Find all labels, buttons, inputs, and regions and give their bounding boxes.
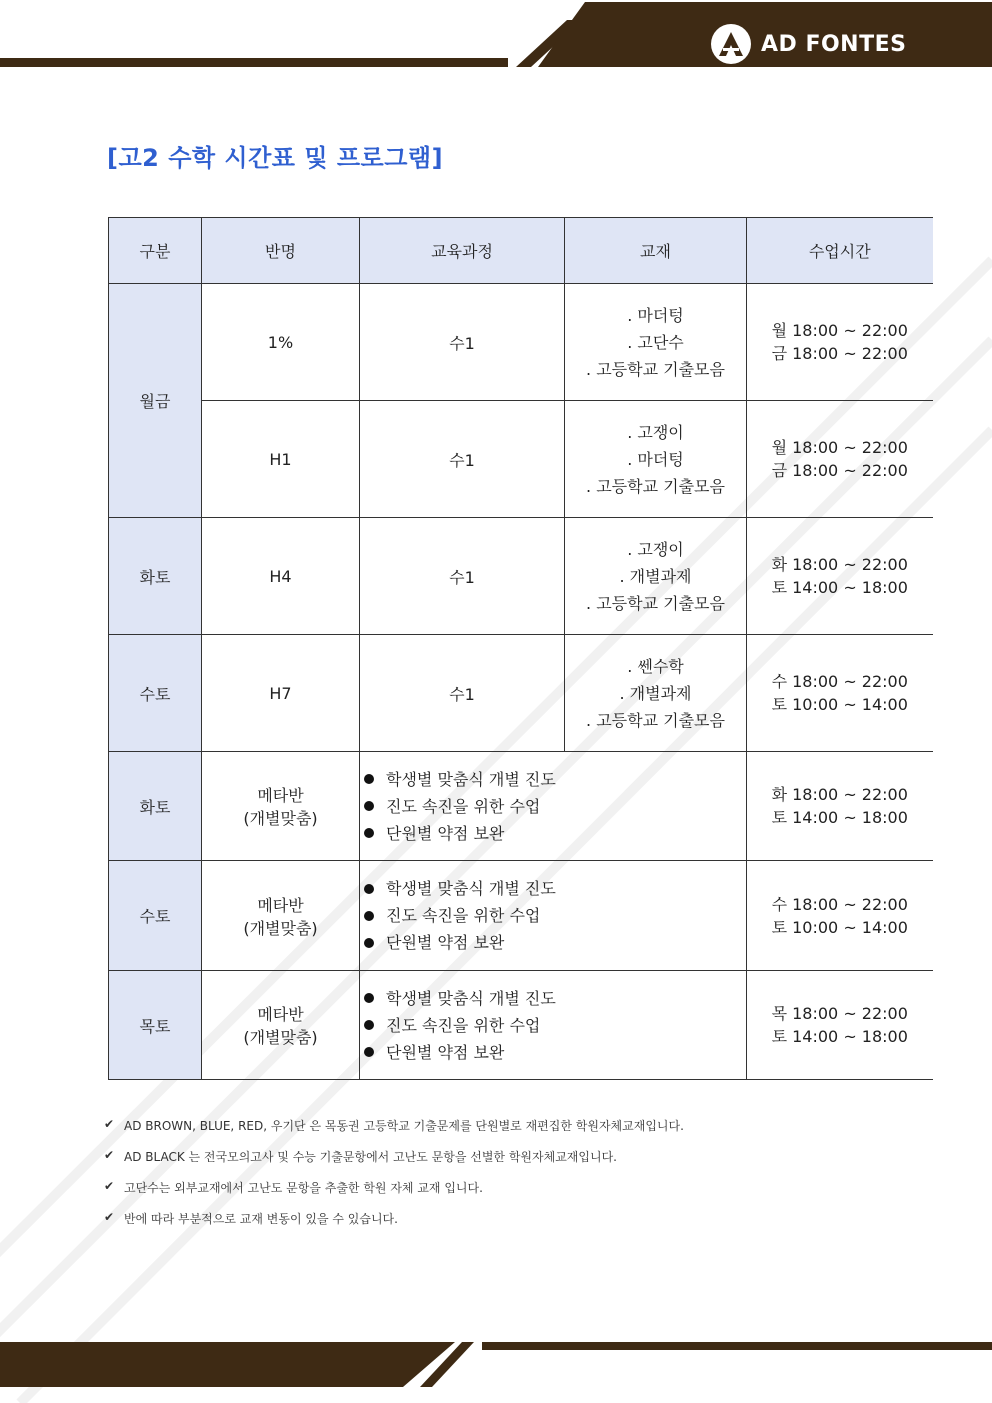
bullet-text: 학생별 맞춤식 개별 진도 bbox=[386, 988, 556, 1008]
textbook-item: . 쎈수학 bbox=[627, 656, 684, 676]
footer-bar bbox=[0, 1330, 992, 1403]
list-item bbox=[360, 1039, 746, 1066]
bullet-dot-icon bbox=[364, 911, 374, 921]
course-cell: 수1 bbox=[360, 401, 565, 518]
time-cell bbox=[747, 971, 933, 1080]
brand-name: AD FONTES bbox=[761, 31, 907, 57]
list-item bbox=[104, 1179, 684, 1210]
time-cell bbox=[747, 635, 933, 752]
list-item bbox=[360, 820, 746, 847]
list-item bbox=[360, 793, 746, 820]
class-name-line: 메타반 bbox=[257, 1005, 304, 1024]
checkmark-icon: ✔ bbox=[104, 1210, 115, 1224]
bullet-text: 학생별 맞춤식 개별 진도 bbox=[386, 769, 556, 789]
bullet-text: 단원별 약점 보완 bbox=[386, 1042, 505, 1062]
bullet-dot-icon bbox=[364, 1047, 374, 1057]
bullet-dot-icon bbox=[364, 884, 374, 894]
program-cell bbox=[360, 971, 747, 1080]
class-cell: H1 bbox=[202, 401, 360, 518]
note-text: 고단수는 외부교재에서 고난도 문항을 추출한 학원 자체 교재 입니다. bbox=[124, 1181, 483, 1195]
bullet-text: 단원별 약점 보완 bbox=[386, 933, 505, 952]
list-item bbox=[104, 1210, 684, 1241]
textbook-cell bbox=[565, 284, 747, 401]
bullet-text: 진도 속진을 위한 수업 bbox=[386, 906, 541, 925]
bullet-text: 진도 속진을 위한 수업 bbox=[386, 796, 541, 816]
textbook-item: . 고등학교 기출모음 bbox=[586, 476, 725, 496]
time-line: 목 18:00 ~ 22:00 bbox=[771, 1004, 908, 1023]
note-text: AD BROWN, BLUE, RED, 우기단 은 목동권 고등학교 기출문제를 단원별로 재편집한 학원자체교재입니다. bbox=[124, 1119, 684, 1133]
group-cell: 월금 bbox=[109, 284, 202, 518]
table-row bbox=[109, 401, 933, 518]
time-line: 금 18:00 ~ 22:00 bbox=[771, 461, 908, 480]
textbook-item: . 고등학교 기출모음 bbox=[586, 710, 725, 730]
textbook-item: . 개별과제 bbox=[619, 683, 692, 703]
textbook-item: . 고단수 bbox=[627, 332, 684, 352]
time-line: 월 18:00 ~ 22:00 bbox=[771, 321, 908, 340]
time-cell bbox=[747, 861, 933, 971]
group-cell: 수토 bbox=[109, 861, 202, 971]
class-cell: H7 bbox=[202, 635, 360, 752]
textbook-item: . 마더텅 bbox=[627, 305, 684, 325]
course-cell: 수1 bbox=[360, 518, 565, 635]
class-name-line: (개별맞춤) bbox=[243, 809, 318, 828]
time-line: 화 18:00 ~ 22:00 bbox=[771, 555, 908, 574]
textbook-cell bbox=[565, 635, 747, 752]
bullet-dot-icon bbox=[364, 828, 374, 838]
time-line: 화 18:00 ~ 22:00 bbox=[771, 785, 908, 804]
list-item bbox=[360, 875, 746, 902]
list-item bbox=[360, 929, 746, 956]
time-cell bbox=[747, 518, 933, 635]
textbook-cell bbox=[565, 401, 747, 518]
program-cell bbox=[360, 861, 747, 971]
list-item bbox=[104, 1117, 684, 1148]
bullet-dot-icon bbox=[364, 774, 374, 784]
checkmark-icon: ✔ bbox=[104, 1148, 115, 1162]
textbook-item: . 마더텅 bbox=[627, 449, 684, 469]
checkmark-icon: ✔ bbox=[104, 1117, 115, 1131]
group-cell: 수토 bbox=[109, 635, 202, 752]
checkmark-icon: ✔ bbox=[104, 1179, 115, 1193]
course-cell: 수1 bbox=[360, 284, 565, 401]
time-line: 수 18:00 ~ 22:00 bbox=[771, 894, 908, 914]
textbook-item: . 고등학교 기출모음 bbox=[586, 359, 725, 379]
header-textbook: 교재 bbox=[565, 218, 747, 284]
bullet-text: 단원별 약점 보완 bbox=[386, 823, 505, 843]
brand-logo bbox=[711, 24, 906, 64]
class-cell bbox=[202, 971, 360, 1080]
list-item bbox=[360, 1012, 746, 1039]
class-name-line: 메타반 bbox=[257, 786, 304, 805]
table-row bbox=[109, 518, 933, 635]
program-cell bbox=[360, 752, 747, 861]
time-line: 금 18:00 ~ 22:00 bbox=[771, 344, 908, 363]
time-line: 토 14:00 ~ 18:00 bbox=[771, 1027, 908, 1046]
note-text: 반에 따라 부분적으로 교재 변동이 있을 수 있습니다. bbox=[124, 1212, 398, 1226]
note-text: AD BLACK 는 전국모의고사 및 수능 기출문항에서 고난도 문항을 선별한 학원자체교재입니다. bbox=[124, 1150, 617, 1164]
class-name-line: (개별맞춤) bbox=[243, 1028, 318, 1047]
time-cell bbox=[747, 284, 933, 401]
bullet-text: 학생별 맞춤식 개별 진도 bbox=[386, 879, 556, 898]
table-row bbox=[109, 971, 933, 1080]
textbook-item: . 고쟁이 bbox=[627, 422, 684, 442]
list-item bbox=[360, 902, 746, 929]
header-category: 구분 bbox=[109, 218, 202, 284]
class-cell bbox=[202, 861, 360, 971]
table-header-row bbox=[109, 218, 933, 284]
table-row bbox=[109, 752, 933, 861]
class-cell: H4 bbox=[202, 518, 360, 635]
list-item bbox=[360, 985, 746, 1012]
class-name-line: 메타반 bbox=[257, 895, 304, 915]
group-cell: 화토 bbox=[109, 518, 202, 635]
class-name-line: (개별맞춤) bbox=[243, 918, 318, 938]
bullet-dot-icon bbox=[364, 993, 374, 1003]
textbook-item: . 고쟁이 bbox=[627, 539, 684, 559]
time-line: 수 18:00 ~ 22:00 bbox=[771, 672, 908, 691]
notes-list bbox=[104, 1117, 684, 1241]
time-line: 토 14:00 ~ 18:00 bbox=[771, 808, 908, 827]
time-line: 월 18:00 ~ 22:00 bbox=[771, 438, 908, 457]
group-cell: 목토 bbox=[109, 971, 202, 1080]
time-line: 토 10:00 ~ 14:00 bbox=[771, 695, 908, 714]
class-cell bbox=[202, 752, 360, 861]
time-line: 토 10:00 ~ 14:00 bbox=[771, 917, 908, 937]
textbook-item: . 고등학교 기출모음 bbox=[586, 593, 725, 613]
bullet-dot-icon bbox=[364, 801, 374, 811]
table-row bbox=[109, 635, 933, 752]
list-item bbox=[360, 766, 746, 793]
bullet-dot-icon bbox=[364, 938, 374, 948]
textbook-item: . 개별과제 bbox=[619, 566, 692, 586]
textbook-cell bbox=[565, 518, 747, 635]
table-row bbox=[109, 284, 933, 401]
header-class-name: 반명 bbox=[202, 218, 360, 284]
header-curriculum: 교육과정 bbox=[360, 218, 565, 284]
schedule-table bbox=[108, 217, 933, 1080]
group-cell: 화토 bbox=[109, 752, 202, 861]
page-title: [고2 수학 시간표 및 프로그램] bbox=[107, 144, 444, 172]
bullet-dot-icon bbox=[364, 1020, 374, 1030]
header-class-time: 수업시간 bbox=[747, 218, 933, 284]
time-cell bbox=[747, 401, 933, 518]
table-row bbox=[109, 861, 933, 971]
bullet-text: 진도 속진을 위한 수업 bbox=[386, 1015, 541, 1035]
time-line: 토 14:00 ~ 18:00 bbox=[771, 578, 908, 597]
list-item bbox=[104, 1148, 684, 1179]
class-cell: 1% bbox=[202, 284, 360, 401]
ad-fontes-logo-icon bbox=[711, 24, 751, 64]
course-cell: 수1 bbox=[360, 635, 565, 752]
time-cell bbox=[747, 752, 933, 861]
